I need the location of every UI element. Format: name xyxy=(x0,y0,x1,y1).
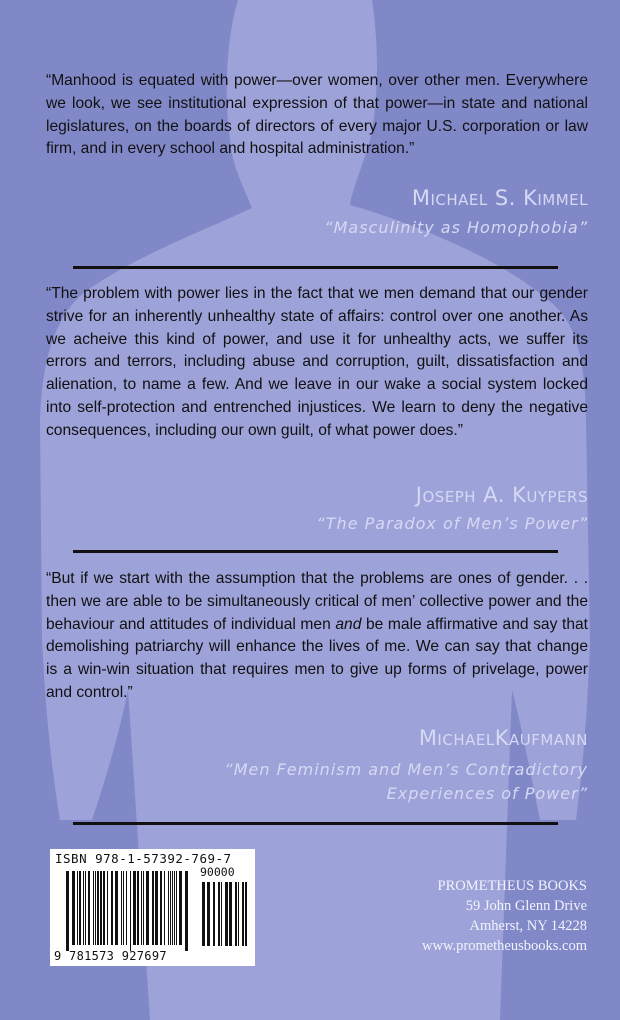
barcode-bar xyxy=(103,871,105,945)
source-kaufmann-line-2: Experiences of Power” xyxy=(386,784,588,803)
publisher-street: 59 John Glenn Drive xyxy=(465,898,587,914)
barcode-bar xyxy=(160,871,162,945)
barcode-bar xyxy=(115,871,118,945)
quote-kaufmann xyxy=(46,568,588,705)
barcode-bar xyxy=(121,871,122,945)
publisher-info xyxy=(422,876,587,956)
source-kaufmann xyxy=(224,758,588,806)
author-kuypers: Joseph A. Kuypers xyxy=(415,483,588,507)
publisher-city: Amherst, NY 14228 xyxy=(469,918,587,934)
author-kaufmann: MichaelKaufmann xyxy=(418,726,588,750)
divider-rule xyxy=(73,266,558,269)
barcode-bar xyxy=(207,882,210,946)
barcode-bar xyxy=(107,871,108,945)
barcode-bar xyxy=(133,871,136,945)
publisher-name: PROMETHEUS BOOKS xyxy=(437,878,587,894)
barcode-bar xyxy=(225,882,228,946)
source-kuypers: “The Paradox of Men’s Power” xyxy=(316,514,588,533)
barcode-bar xyxy=(152,871,154,945)
barcode-bar xyxy=(77,871,78,945)
barcode-bar xyxy=(95,871,96,945)
barcode-bar xyxy=(137,871,139,945)
barcode-bar xyxy=(141,871,142,945)
publisher-website[interactable]: www.prometheusbooks.com xyxy=(422,938,587,954)
barcode-bar xyxy=(174,871,175,945)
barcode-bar xyxy=(79,871,81,945)
quote-kuypers: “The problem with power lies in the fact that we men demand that our gender strive for an inherently unhealthy state of affairs: control over one another. As we acheive this kind of power, and use it for unhealthy acts, we suffer its errors and terrors, including abuse and corruption, guilt, dissatisfaction and alienation, to name a few. And we leave in our wake a social system locked into self-protection and entrenched injustices. We learn to deny the negative consequences, including our own guilt, of what power does.” xyxy=(46,285,588,439)
barcode-bar xyxy=(168,871,169,945)
barcode-bar xyxy=(123,871,124,945)
barcode-bar xyxy=(164,871,165,945)
barcode-bar xyxy=(126,871,127,945)
quote-kaufmann-text-1: “But if we start with the assumption that the problems are ones of gender. . . then we are able to be simultaneously critical of men’ collective power and the behaviour and attitudes of individual men xyxy=(46,570,588,633)
barcode-bar xyxy=(221,882,222,946)
barcode-bar xyxy=(170,871,171,945)
barcode-bar xyxy=(155,871,158,945)
price-addon-digits: 90000 xyxy=(200,865,235,879)
source-kimmel: “Masculinity as Homophobia” xyxy=(324,218,588,237)
barcode-bar xyxy=(130,871,131,951)
source-kaufmann-line-1: “Men Feminism and Men’s Contradictory xyxy=(224,760,588,779)
divider-rule xyxy=(73,822,558,825)
divider-rule xyxy=(73,550,558,553)
author-kimmel: Michael S. Kimmel xyxy=(411,186,588,210)
barcode-bar xyxy=(172,871,173,945)
barcode-bar xyxy=(66,871,69,951)
barcode-bar xyxy=(176,871,177,945)
barcode-bar xyxy=(93,871,94,945)
barcode-bar xyxy=(202,882,205,946)
barcode-bar xyxy=(72,871,75,945)
quote-kaufmann-text-2: be male affirmative and say that demolishing patriarchy will enhance the lives of me. We can say that change is a win-win situation that requires men to give up forms of privelage, power and control.” xyxy=(46,615,589,701)
barcode-bar xyxy=(88,871,90,945)
barcode-bar xyxy=(100,871,102,945)
barcode-bar xyxy=(218,882,220,946)
barcode-bar xyxy=(213,882,215,946)
barcode-bar xyxy=(146,871,149,945)
barcode-bar xyxy=(85,871,86,945)
barcode-bar xyxy=(229,882,232,946)
barcode-bar xyxy=(185,871,188,951)
barcode-bar xyxy=(238,882,239,946)
quote-kaufmann-emphasis: and xyxy=(335,615,362,633)
barcode-bar xyxy=(235,882,237,946)
quote-kimmel: “Manhood is equated with power—over women, over other men. Everywhere we look, we see institutional expression of that power—in state and national legislatures, on the boards of directors of every major U.S. corporation or law firm, and in every school and hospital administration.” xyxy=(46,72,588,158)
barcode-bar xyxy=(97,871,99,945)
barcode-bar xyxy=(83,871,84,945)
barcode-bar xyxy=(111,871,113,945)
isbn-label: ISBN 978-1-57392-769-7 xyxy=(55,851,232,866)
barcode-bar xyxy=(143,871,144,945)
barcode-bar xyxy=(242,882,244,946)
ean-digits: 9 781573 927697 xyxy=(54,949,167,963)
barcode-bar xyxy=(245,882,247,946)
isbn-barcode xyxy=(50,849,255,966)
barcode-bar xyxy=(179,871,182,945)
